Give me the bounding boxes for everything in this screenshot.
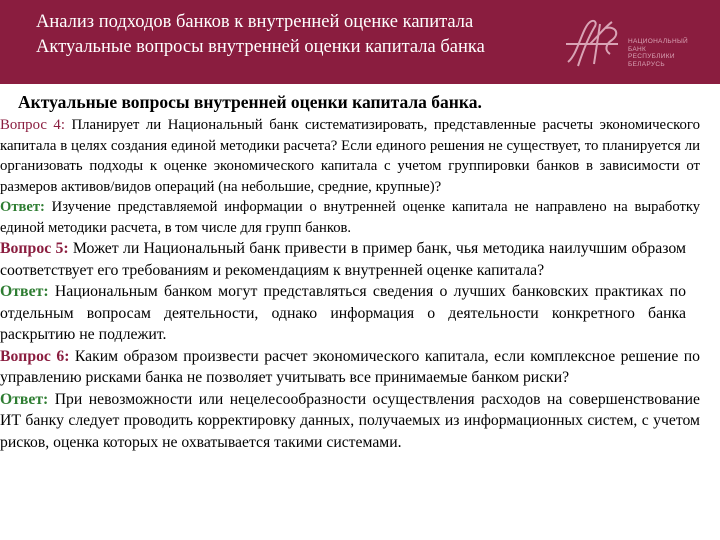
header-title-line2: Актуальные вопросы внутренней оценки капитала банка [36,37,485,57]
answer-text: При невозможности или нецелесообразности осуществления расходов на совершенствование ИТ банку следует проводить корректировку данных, получаемых из информационных систем, с учетом рисков, оценка которых не охватывается такими системами. [0,390,700,451]
answer-6 [0,389,700,454]
qa-list [0,115,700,453]
answer-label: Ответ: [0,199,45,215]
national-bank-logo [560,14,710,74]
answer-4 [0,197,700,238]
answer-text: Изучение представляемой информации о внутренней оценке капитала не направлено на выработку единой методики расчета, в том числе для групп банков. [0,199,700,236]
question-label: Вопрос 5: [0,240,69,257]
question-text: Каким образом произвести расчет экономического капитала, если комплексное решение по управлению рисками банка не позволяет учитывать все принимаемые банком риски? [0,347,701,386]
question-label: Вопрос 6: [0,347,70,365]
slide-content [0,92,706,540]
answer-text: Национальным банком могут представляться сведения о лучших банковских практиках по отдельным вопросам деятельности, однако информация о деятельности конкретного банка раскрытию не подлежит. [0,283,686,343]
question-4 [0,115,700,197]
logo-text-line: БЕЛАРУСЬ [628,60,665,68]
logo-text-line: РЕСПУБЛИКИ [628,53,675,60]
monogram-icon [560,14,630,74]
header-title-line1: Анализ подходов банков к внутренней оценке капитала [36,12,474,32]
answer-5 [0,281,700,346]
logo-text-line: НАЦИОНАЛЬНЫЙ [628,38,688,45]
header-titles [36,10,485,60]
logo-text-line: БАНК [628,45,647,53]
question-6 [0,346,700,389]
question-text: Может ли Национальный банк привести в пример банк, чья методика наилучшим образом соответствует его требованиям и рекомендациям к внутренней оценке капитала? [0,240,687,279]
header-bar [0,0,720,84]
question-text: Планирует ли Национальный банк систематизировать, представленные расчеты экономического капитала в целях создания единой методики расчета? Если единого решения не существует, то планируется ли организовать подходы к оценке экономического капитала с учетом группировки банков в зависимости от размеров активов/видов операций (на небольшие, средние, крупные)? [0,117,700,195]
answer-label: Ответ: [0,283,49,300]
page-title: Актуальные вопросы внутренней оценки капитала банка. [18,92,482,112]
logo-text [628,38,688,68]
question-label: Вопрос 4: [0,117,65,133]
answer-label: Ответ: [0,390,49,408]
question-5 [0,238,700,281]
